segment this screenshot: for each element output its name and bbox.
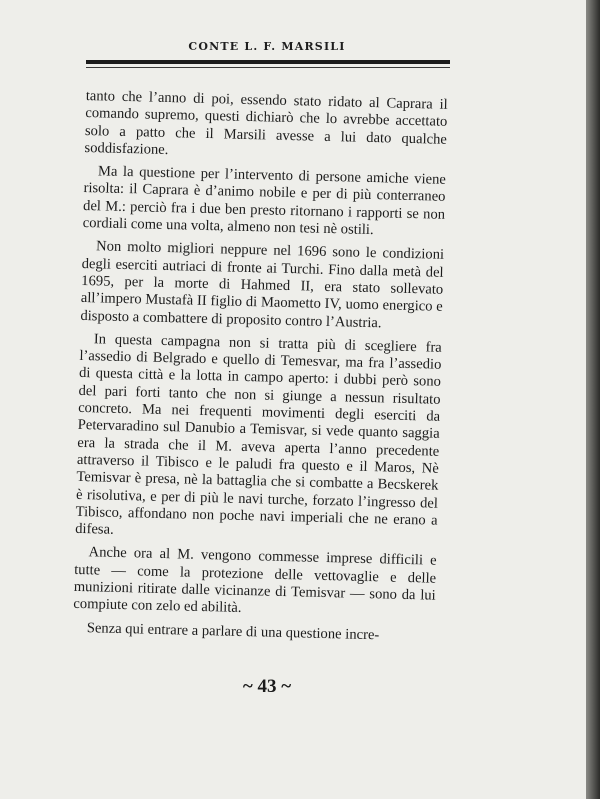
paragraph-6: Senza qui entrare a parlare di una questione incre- [86,619,380,643]
page-number: ~ 43 ~ [242,676,292,697]
paragraph-4: In questa campagna non si tratta più di scegliere fra l’assedio di Belgrado e quello di Temesvar, ma fra l’assedio di questa città e la lotta in campo aperto: i dubbi però sono del pari forti tanto che non si giunge a nessun risultato concreto. Ma nei frequenti movimenti degli eserciti da Petervaradino sul Danubio a Temisvar, si vede quanto saggia era la strada che il M. aveva aperta l’anno precedente attraverso il Tibisco e le paludi fra questo e il Maros, Nè Temisvar è presa, nè la battaglia che si combatte a Becskerek è risolutiva, e per di più le navi turche, forzato l’ingresso del Tibisco, affondano non poche navi imperiali che ne erano a difesa. [75,331,442,538]
running-header: CONTE L. F. MARSILI [188,40,346,53]
header-rule-thin [86,67,450,68]
paragraph-1: tanto che l’anno di poi, essendo stato ridato al Caprara il comando supremo, questi dichiarò che lo avrebbe accettato solo a patto che il Marsili avesse a lui dato qualche soddisfazione. [84,88,448,158]
paragraph-2: Ma la questione per l’intervento di persone amiche viene risolta: il Caprara è d’animo nobile e per di più conterraneo del M.: perciò fra i due ben presto ritornano i rapporti se non cordiali come una volta, almeno non tesi nè ostili. [82,163,447,239]
header-rule-thick [86,60,450,64]
paragraph-5: Anche ora al M. vengono commesse imprese difficili e tutte — come la protezione delle vettovaglie e delle munizioni ritirate dalle vicinanze di Temisvar — sono da lui compiute con zelo ed abilità. [73,544,437,617]
paragraph-3: Non molto migliori neppure nel 1696 sono le condizioni degli eserciti autriaci di fronte ai Turchi. Fino dalla metà del 1695, per la morte di Hahmed II, era stato sollevato all’impero Mustafà II figlio di Maometto IV, uomo energico e disposto a combattere di proposito contro l’Austria. [80,238,445,331]
body-text [72,88,447,652]
page-edge-shadow [586,0,600,799]
